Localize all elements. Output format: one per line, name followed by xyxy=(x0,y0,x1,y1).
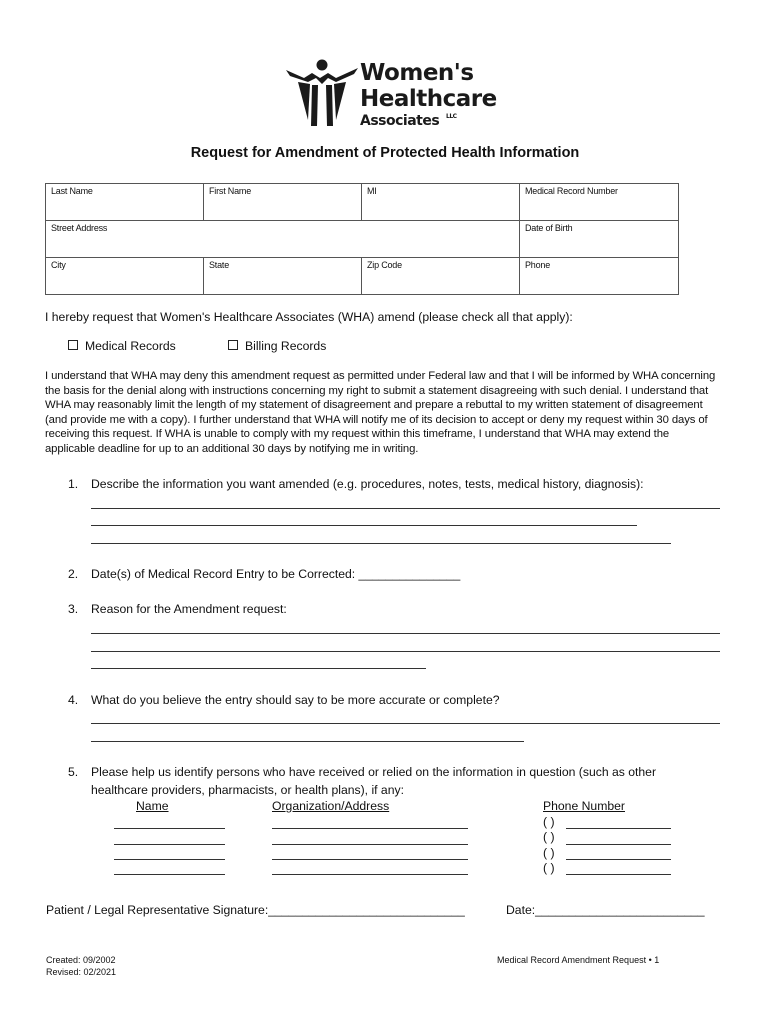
medical-records-label: Medical Records xyxy=(85,339,176,353)
q4-answer-line[interactable] xyxy=(91,723,720,724)
street-address-label: Street Address xyxy=(51,223,108,233)
mi-field[interactable] xyxy=(362,184,520,221)
q5-text-line1: Please help us identify persons who have received or relied on the information in question (such as other xyxy=(91,765,657,779)
first-name-label: First Name xyxy=(209,186,252,196)
contact-org-line[interactable] xyxy=(272,844,468,845)
contact-phone-line[interactable] xyxy=(566,874,671,875)
contact-phone-line[interactable] xyxy=(566,859,671,860)
contact-phone-line[interactable] xyxy=(566,828,671,829)
contact-phone-header: Phone Number xyxy=(543,799,625,813)
q1-answer-line[interactable] xyxy=(91,508,720,509)
medical-records-checkbox[interactable] xyxy=(68,339,176,353)
company-logo xyxy=(284,58,497,130)
q3-answer-line[interactable] xyxy=(91,651,720,652)
q5-number: 5. xyxy=(68,765,79,779)
q5-text-line2: healthcare providers, pharmacists, or health plans), if any: xyxy=(91,783,404,797)
q1-answer-line[interactable] xyxy=(91,525,637,526)
first-name-field[interactable] xyxy=(204,184,362,221)
signature-field[interactable]: Patient / Legal Representative Signature:_____________________________ xyxy=(46,903,465,917)
billing-records-checkbox[interactable] xyxy=(228,339,326,353)
q1-text: Describe the information you want amended (e.g. procedures, notes, tests, medical history, diagnosis): xyxy=(91,477,644,491)
contact-org-line[interactable] xyxy=(272,828,468,829)
q3-answer-line[interactable] xyxy=(91,633,720,634)
city-label: City xyxy=(51,260,66,270)
contact-org-line[interactable] xyxy=(272,859,468,860)
state-label: State xyxy=(209,260,230,270)
phone-prefix: ( ) xyxy=(543,861,555,875)
phone-field[interactable] xyxy=(520,258,679,295)
footer-created: Created: 09/2002 xyxy=(46,955,116,965)
acknowledgement-paragraph: I understand that WHA may deny this amendment request as permitted under Federal law and that I will be informed by WHA concerning the basis for the denial along with instructions concerning my right to submit a statement disagreeing with such denial. I understand that WHA may reasonably limit the length of my statement of disagreement and prepare a rebuttal to my written statement of disagreement (and provide me with a copy). I further understand that WHA will notify me of its decision to accept or deny my request within 30 days of receiving this request. If WHA is unable to comply with my request within this timeframe, I understand that WHA may extend the applicable deadline for up to an additional 30 days by notifying me in writing. xyxy=(45,370,716,455)
phone-prefix: ( ) xyxy=(543,830,555,844)
q2-text: Date(s) of Medical Record Entry to be Corrected: _______________ xyxy=(91,567,461,581)
mrn-label: Medical Record Number xyxy=(525,186,618,196)
q3-number: 3. xyxy=(68,602,79,616)
phone-label: Phone xyxy=(525,260,551,270)
mrn-field[interactable] xyxy=(520,184,679,221)
request-statement: I hereby request that Women's Healthcare Associates (WHA) amend (please check all that apply): xyxy=(45,310,573,324)
q4-number: 4. xyxy=(68,693,79,707)
q3-text: Reason for the Amendment request: xyxy=(91,602,287,616)
mi-label: MI xyxy=(367,186,377,196)
q2-number: 2. xyxy=(68,567,79,581)
zip-field[interactable] xyxy=(362,258,520,295)
patient-info-table xyxy=(45,183,679,295)
contact-name-line[interactable] xyxy=(114,844,225,845)
contact-org-header: Organization/Address xyxy=(272,799,390,813)
last-name-field[interactable] xyxy=(46,184,204,221)
q4-answer-line[interactable] xyxy=(91,741,524,742)
contact-name-line[interactable] xyxy=(114,859,225,860)
q3-answer-line[interactable] xyxy=(91,668,426,669)
phone-prefix: ( ) xyxy=(543,846,555,860)
logo-text-line2: Healthcare xyxy=(360,86,497,112)
zip-label: Zip Code xyxy=(367,260,402,270)
q1-answer-line[interactable] xyxy=(91,543,671,544)
phone-prefix: ( ) xyxy=(543,815,555,829)
signature-date-field[interactable]: Date:_________________________ xyxy=(506,903,705,917)
footer-revised: Revised: 02/2021 xyxy=(46,967,117,977)
contact-phone-line[interactable] xyxy=(566,844,671,845)
dob-label: Date of Birth xyxy=(525,223,573,233)
city-field[interactable] xyxy=(46,258,204,295)
checkbox-icon[interactable] xyxy=(68,340,78,350)
q1-number: 1. xyxy=(68,477,79,491)
logo-text-line1: Women's xyxy=(360,60,474,86)
page-title: Request for Amendment of Protected Health Information xyxy=(190,145,580,161)
last-name-label: Last Name xyxy=(51,186,93,196)
logo-figure-icon xyxy=(284,58,360,130)
logo-llc-mark: LLC xyxy=(446,113,457,120)
contact-name-line[interactable] xyxy=(114,874,225,875)
street-address-field[interactable] xyxy=(46,221,520,258)
q4-text: What do you believe the entry should say to be more accurate or complete? xyxy=(91,693,500,707)
footer-page-label: Medical Record Amendment Request • 1 xyxy=(497,955,660,965)
dob-field[interactable] xyxy=(520,221,679,258)
billing-records-label: Billing Records xyxy=(245,339,327,353)
contact-name-line[interactable] xyxy=(114,828,225,829)
contact-name-header: Name xyxy=(136,799,169,813)
checkbox-icon[interactable] xyxy=(228,340,238,350)
state-field[interactable] xyxy=(204,258,362,295)
logo-text-line3: Associates xyxy=(360,113,440,129)
contact-org-line[interactable] xyxy=(272,874,468,875)
